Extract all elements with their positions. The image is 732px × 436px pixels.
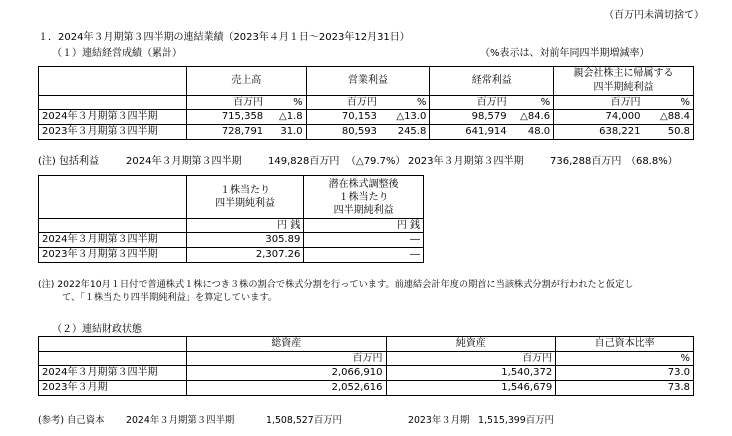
results-corner — [39, 67, 187, 96]
unit-pct: % — [266, 96, 306, 110]
financial-subtitle: （２）連結財政状態 — [52, 324, 142, 335]
equity-ref-prev-label: 2023年３月期 — [408, 415, 470, 426]
eps-note-line2: て、「１株当たり四半期純利益」を算定しています。 — [62, 292, 277, 303]
unit-million: 百万円 — [306, 96, 380, 110]
sales-value: 715,358 — [186, 110, 266, 125]
results-pct-note: （%表示は、対前年同四半期増減率） — [480, 48, 650, 59]
equity-ref-label: (参考) 自己資本 — [38, 415, 105, 426]
net-income-pct: △88.4 — [643, 110, 693, 125]
header-diluted-eps — [304, 176, 424, 219]
operating-income-pct: △13.0 — [380, 110, 430, 125]
header-eps-line2: 四半期純利益 — [215, 198, 276, 209]
row-label: 2024年３月期第３四半期 — [39, 110, 187, 125]
ordinary-income-pct: △84.6 — [510, 110, 554, 125]
header-ordinary-income: 経常利益 — [430, 67, 554, 96]
diluted-eps-value: ― — [304, 248, 424, 263]
header-diluted-line3: 四半期純利益 — [333, 204, 394, 216]
comprehensive-income-prev-value: 736,288百万円 — [550, 156, 622, 167]
eps-unit-label — [39, 219, 187, 233]
row-label: 2023年３月期第３四半期 — [39, 125, 187, 140]
table-row — [39, 381, 694, 396]
results-subtitle: （１）連結経営成績（累計） — [52, 48, 182, 59]
financial-unit-label — [39, 352, 187, 366]
comprehensive-income-cur-value: 149,828百万円 — [268, 156, 340, 167]
equity-ref-prev-value: 1,515,399百万円 — [478, 415, 554, 426]
row-label: 2024年３月期第３四半期 — [39, 233, 187, 248]
equity-ratio-value: 73.8 — [556, 381, 694, 396]
results-table — [38, 66, 694, 140]
operating-income-value: 80,593 — [306, 125, 380, 140]
unit-million: 百万円 — [430, 96, 510, 110]
eps-note-line1: (注) 2022年10月１日付で普通株式１株につき３株の割合で株式分割を行っています。前連結会計年度の期首に当該株式分割が行われたと仮定し — [38, 279, 634, 290]
eps-unit: 円 銭 — [186, 219, 304, 233]
header-eps-line1: １株当たり — [220, 185, 271, 196]
net-assets-value: 1,540,372 — [386, 366, 556, 381]
equity-ref-cur-value: 1,508,527百万円 — [266, 415, 342, 426]
unit-pct: % — [380, 96, 430, 110]
comprehensive-income-label: (注) 包括利益 — [38, 156, 99, 167]
operating-income-pct: 245.8 — [380, 125, 430, 140]
ordinary-income-value: 641,914 — [430, 125, 510, 140]
financial-table — [38, 336, 694, 396]
total-assets-value: 2,066,910 — [186, 366, 386, 381]
unit-pct: % — [643, 96, 693, 110]
equity-ref-cur-label: 2024年３月期第３四半期 — [126, 415, 235, 426]
unit-million: 百万円 — [386, 352, 556, 366]
header-diluted-line1: 潜在株式調整後 — [328, 178, 399, 190]
row-label: 2023年３月期第３四半期 — [39, 248, 187, 263]
header-net-income-line2: 四半期純利益 — [554, 81, 694, 96]
header-net-income-line1: 親会社株主に帰属する — [554, 67, 694, 82]
comprehensive-income-prev-label: 2023年３月期第３四半期 — [408, 156, 524, 167]
table-row — [39, 248, 424, 263]
row-label: 2024年３月期第３四半期 — [39, 366, 187, 381]
table-row — [39, 366, 694, 381]
header-total-assets: 総資産 — [186, 337, 386, 352]
sales-pct: 31.0 — [266, 125, 306, 140]
net-income-value: 638,221 — [554, 125, 644, 140]
header-diluted-line2: １株当たり — [338, 191, 389, 203]
unit-pct: % — [556, 352, 694, 366]
eps-value: 305.89 — [186, 233, 304, 248]
header-sales: 売上高 — [186, 67, 306, 96]
comprehensive-income-cur-label: 2024年３月期第３四半期 — [126, 156, 242, 167]
unit-note: （百万円未満切捨て） — [604, 10, 704, 21]
unit-million: 百万円 — [186, 352, 386, 366]
section-title: １．2024年３月期第３四半期の連結業績（2023年４月１日～2023年12月31日） — [38, 32, 410, 43]
unit-million: 百万円 — [554, 96, 644, 110]
table-row — [39, 125, 694, 140]
net-income-pct: 50.8 — [643, 125, 693, 140]
eps-table — [38, 175, 424, 263]
eps-corner — [39, 176, 187, 219]
equity-ratio-value: 73.0 — [556, 366, 694, 381]
comprehensive-income-cur-pct: （△79.7%） — [346, 156, 406, 167]
ordinary-income-value: 98,579 — [430, 110, 510, 125]
unit-million: 百万円 — [186, 96, 266, 110]
table-row — [39, 233, 424, 248]
row-label: 2023年３月期 — [39, 381, 187, 396]
header-equity-ratio: 自己資本比率 — [556, 337, 694, 352]
sales-pct: △1.8 — [266, 110, 306, 125]
unit-row-label — [39, 96, 187, 110]
operating-income-value: 70,153 — [306, 110, 380, 125]
financial-corner — [39, 337, 187, 352]
unit-pct: % — [510, 96, 554, 110]
comprehensive-income-prev-pct: （68.8%） — [626, 156, 678, 167]
header-operating-income: 営業利益 — [306, 67, 430, 96]
ordinary-income-pct: 48.0 — [510, 125, 554, 140]
table-row — [39, 110, 694, 125]
eps-value: 2,307.26 — [186, 248, 304, 263]
total-assets-value: 2,052,616 — [186, 381, 386, 396]
net-income-value: 74,000 — [554, 110, 644, 125]
header-net-assets: 純資産 — [386, 337, 556, 352]
sales-value: 728,791 — [186, 125, 266, 140]
header-eps — [186, 176, 304, 219]
diluted-unit: 円 銭 — [304, 219, 424, 233]
diluted-eps-value: ― — [304, 233, 424, 248]
net-assets-value: 1,546,679 — [386, 381, 556, 396]
